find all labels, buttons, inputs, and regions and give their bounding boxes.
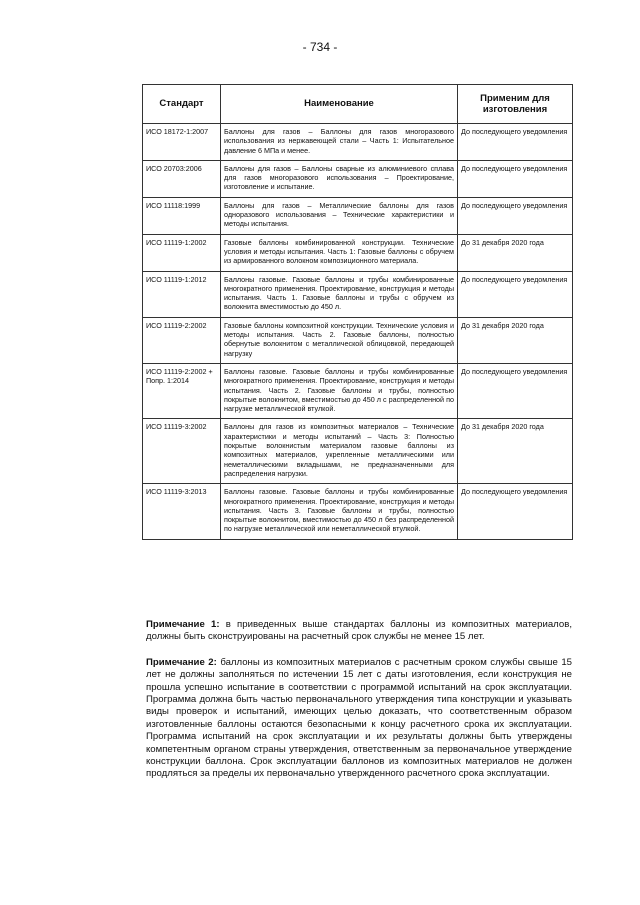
cell-name: Баллоны газовые. Газовые баллоны и трубы комбинированные многократного применения. Проектирование, конструкция и методы испытания. Часть 2. Газовые баллоны и трубы, полностью покрытые волокнитом, вместимостью до 450 л с распределенной по нагрузке металлической втулкой. (221, 363, 458, 418)
table-row (143, 363, 573, 418)
cell-name: Газовые баллоны комбинированной конструкции. Технические условия и методы испытания. Часть 1: Газовые баллоны с обручем из армированного волокном композиционного материала. (221, 234, 458, 271)
cell-applicable: До 31 декабря 2020 года (458, 234, 573, 271)
cell-standard: ИСО 11119-3:2002 (143, 419, 221, 484)
table-row (143, 317, 573, 363)
table-row (143, 124, 573, 161)
note-2-text: баллоны из композитных материалов с расчетным сроком службы свыше 15 лет не должны заполняться по истечении 15 лет с даты изготовления, если конструкция не прошла успешно испытание в соответствии с программой испытаний на срок эксплуатации. Программа должна быть частью первоначального утверждения типа конструкции и указывать виды проверок и испытаний, имеющих целью доказать, что соответственным образом изготовленные баллоны остаются безопасными к концу расчетного срока их эксплуатации. Программа испытаний на срок эксплуатации и их результаты должны быть утверждены компетентным органом страны утверждения, ответственным за первоначальное утверждение конструкции баллона. Срок эксплуатации баллонов из композитных материалов не должен продляться за пределы их первоначально утвержденного расчетного срока эксплуатации. (146, 656, 572, 780)
cell-standard: ИСО 18172-1:2007 (143, 124, 221, 161)
cell-applicable: До последующего уведомления (458, 160, 573, 197)
table-row (143, 160, 573, 197)
cell-name: Баллоны газовые. Газовые баллоны и трубы комбинированные многократного применения. Проектирование, конструкция и методы испытания. Часть 3. Газовые баллоны и трубы, полностью покрытые волокнитом, вместимостью до 450 л без распределенной по нагрузке металлической или неметаллической втулкой. (221, 484, 458, 539)
header-standard: Стандарт (143, 85, 221, 124)
cell-name: Баллоны для газов из композитных материалов – Технические характеристики и методы испытаний – Часть 3: Полностью покрытые волокнистым материалом газовые баллоны из композитных материалов, укрепленные металлическими или неметаллическими вкладышами, не предназначенными для распределения нагрузки. (221, 419, 458, 484)
standards-table (142, 84, 573, 540)
cell-applicable: До последующего уведомления (458, 197, 573, 234)
cell-name: Баллоны для газов – Баллоны сварные из алюминиевого сплава для газов многоразового использования – Проектирование, изготовление и испытание. (221, 160, 458, 197)
header-applicable: Применим для изготовления (458, 85, 573, 124)
cell-name: Баллоны для газов – Металлические баллоны для газов одноразового использования – Технические характеристики и методы испытания. (221, 197, 458, 234)
note-1 (146, 619, 572, 644)
note-2-label: Примечание 2: (146, 656, 217, 668)
note-2 (146, 657, 572, 781)
notes-section (146, 619, 572, 794)
cell-standard: ИСО 11119-1:2012 (143, 271, 221, 317)
table-row (143, 419, 573, 484)
header-name: Наименование (221, 85, 458, 124)
cell-name: Баллоны для газов – Баллоны для газов многоразового использования из нержавеющей стали – Часть 1: Испытательное давление 6 МПа и менее. (221, 124, 458, 161)
cell-applicable: До 31 декабря 2020 года (458, 317, 573, 363)
cell-name: Газовые баллоны композитной конструкции. Технические условия и методы испытания. Часть 2. Газовые баллоны, полностью обернутые волокнитом с металлической облицовкой, передающей нагрузку (221, 317, 458, 363)
cell-applicable: До последующего уведомления (458, 484, 573, 539)
cell-standard: ИСО 20703:2006 (143, 160, 221, 197)
table-row (143, 484, 573, 539)
cell-standard: ИСО 11119-2:2002 (143, 317, 221, 363)
table-row (143, 234, 573, 271)
cell-standard: ИСО 11119-2:2002 + Попр. 1:2014 (143, 363, 221, 418)
page-number: - 734 - (302, 40, 338, 54)
table-row (143, 197, 573, 234)
cell-applicable: До последующего уведомления (458, 124, 573, 161)
note-1-text: в приведенных выше стандартах баллоны из композитных материалов, должны быть сконструированы на расчетный срок службы не менее 15 лет. (146, 619, 572, 643)
cell-standard: ИСО 11119-3:2013 (143, 484, 221, 539)
cell-standard: ИСО 11118:1999 (143, 197, 221, 234)
cell-standard: ИСО 11119-1:2002 (143, 234, 221, 271)
cell-applicable: До последующего уведомления (458, 363, 573, 418)
table-row (143, 271, 573, 317)
table-header-row (143, 85, 573, 124)
cell-name: Баллоны газовые. Газовые баллоны и трубы комбинированные многократного применения. Проектирование, конструкция и методы испытания. Часть 1. Газовые баллоны и трубы с обручем из волокнита вместимостью до 450 л. (221, 271, 458, 317)
cell-applicable: До последующего уведомления (458, 271, 573, 317)
cell-applicable: До 31 декабря 2020 года (458, 419, 573, 484)
note-1-label: Примечание 1: (146, 619, 220, 630)
